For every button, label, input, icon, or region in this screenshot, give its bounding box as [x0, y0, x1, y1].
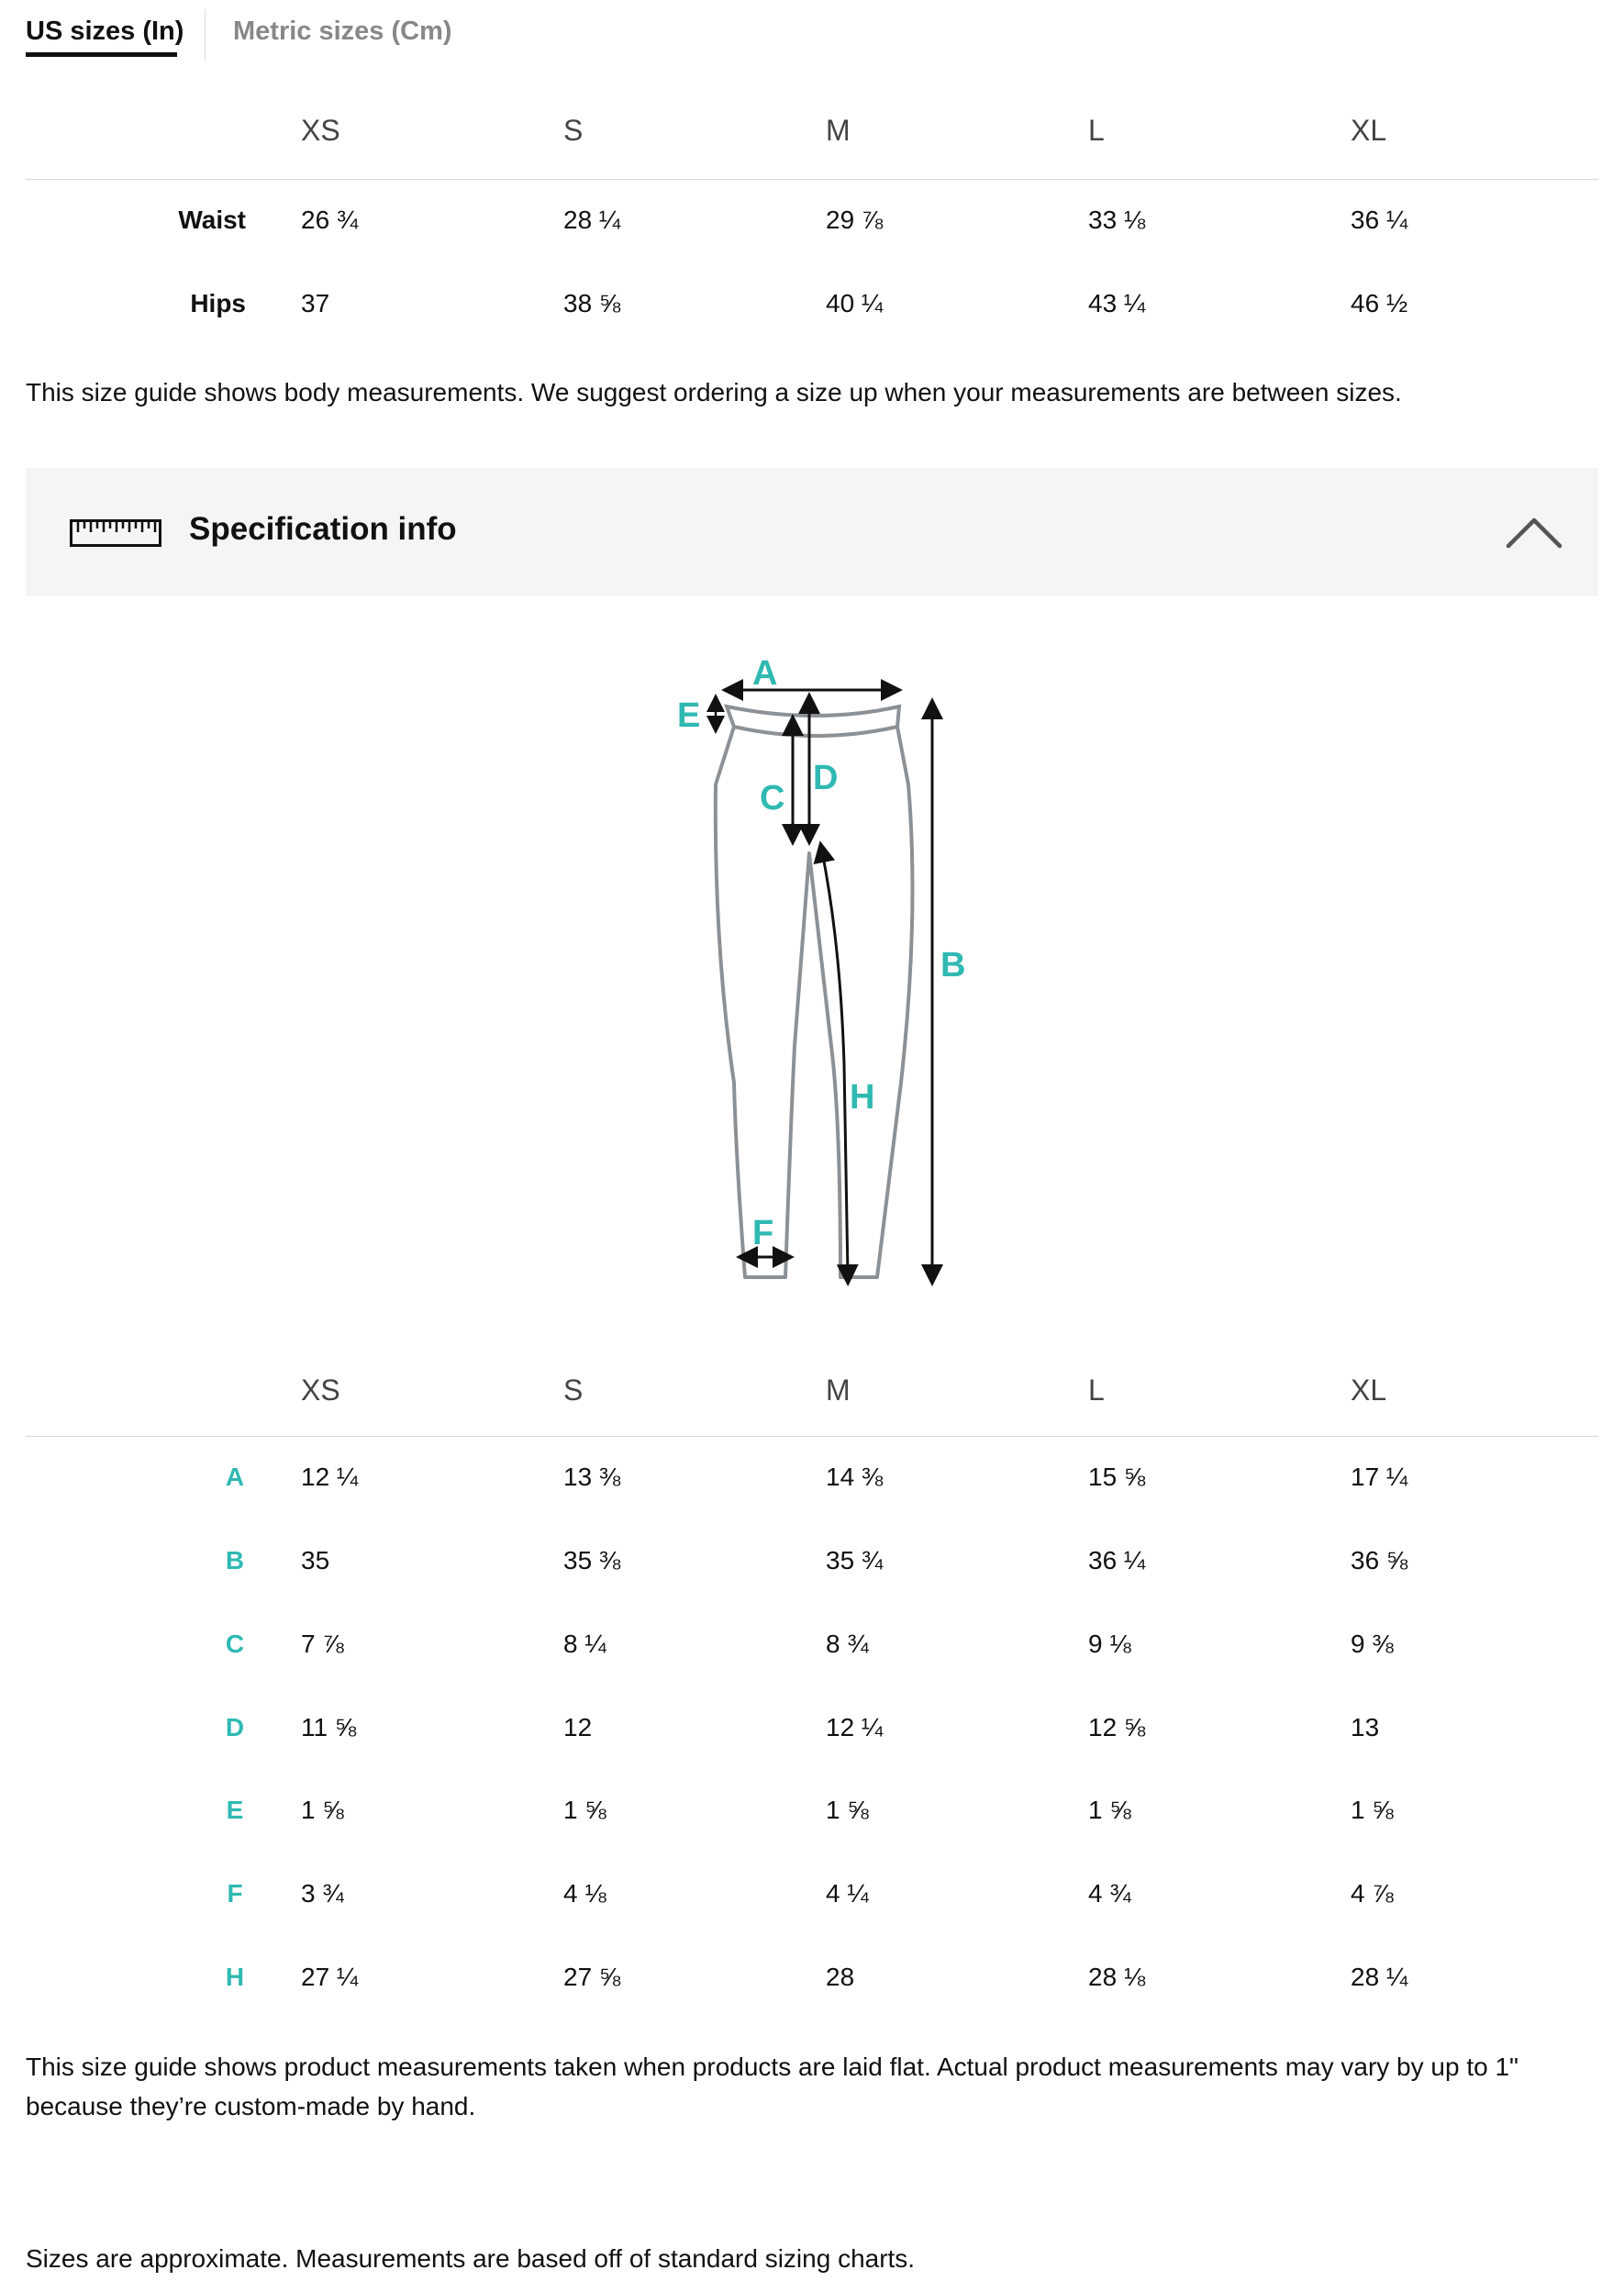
leggings-measurement-diagram	[661, 642, 1009, 1303]
diagram-label-d: D	[813, 759, 839, 797]
table-cell: 26 ¾	[301, 206, 359, 234]
table-cell: 36 ⅝	[1351, 1546, 1408, 1574]
table-cell: 33 ⅛	[1088, 206, 1146, 234]
diagram-label-a: A	[752, 654, 778, 693]
table-cell: 12 ¼	[301, 1463, 359, 1491]
table-cell: 4 ⅞	[1351, 1879, 1394, 1908]
row-label-f: F	[227, 1879, 243, 1908]
product-measurement-note-line1: This size guide shows product measurements taken when products are laid flat. Actual product measurements may vary by up to 1"	[26, 2053, 1518, 2081]
row-label-hips: Hips	[190, 289, 246, 317]
table-header-divider	[26, 1436, 1598, 1437]
table-cell: 1 ⅝	[1088, 1796, 1131, 1824]
footer-note: Sizes are approximate. Measurements are based off of standard sizing charts.	[26, 2244, 916, 2273]
table-cell: 35 ⅜	[563, 1546, 621, 1574]
row-label-a: A	[225, 1463, 245, 1491]
table-cell: 40 ¼	[826, 289, 884, 317]
table-cell: 35	[301, 1546, 330, 1574]
row-label-h: H	[225, 1963, 245, 1991]
table-cell: 35 ¾	[826, 1546, 884, 1574]
column-header-m: M	[826, 1374, 851, 1407]
table-cell: 11 ⅝	[301, 1713, 357, 1741]
active-tab-underline	[26, 52, 177, 57]
diagram-label-h: H	[850, 1078, 875, 1117]
column-header-l: L	[1088, 1374, 1105, 1407]
table-cell: 15 ⅝	[1088, 1463, 1146, 1491]
body-measurement-note: This size guide shows body measurements. We suggest ordering a size up when your measurements are between sizes.	[26, 378, 1402, 406]
table-cell: 46 ½	[1351, 289, 1408, 317]
table-cell: 1 ⅝	[826, 1796, 869, 1824]
row-label-e: E	[226, 1796, 244, 1824]
table-cell: 36 ¼	[1351, 206, 1408, 234]
diagram-label-c: C	[760, 779, 785, 818]
table-cell: 9 ⅛	[1088, 1630, 1131, 1658]
table-cell: 1 ⅝	[301, 1796, 344, 1824]
column-header-m: M	[826, 114, 851, 147]
row-label-c: C	[225, 1630, 245, 1658]
table-cell: 36 ¼	[1088, 1546, 1146, 1574]
column-header-xl: XL	[1351, 114, 1387, 147]
table-cell: 29 ⅞	[826, 206, 884, 234]
row-label-d: D	[225, 1713, 245, 1741]
table-cell: 8 ¼	[563, 1630, 606, 1658]
table-cell: 4 ¾	[1088, 1879, 1131, 1908]
diagram-label-f: F	[752, 1214, 774, 1252]
tab-metric-sizes[interactable]: Metric sizes (Cm)	[233, 17, 452, 46]
table-cell: 28	[826, 1963, 855, 1991]
table-cell: 28 ¼	[563, 206, 621, 234]
table-cell: 17 ¼	[1351, 1463, 1408, 1491]
table-cell: 12 ¼	[826, 1713, 884, 1741]
waistband-outline	[727, 707, 899, 736]
table-cell: 13 ⅜	[563, 1463, 621, 1491]
tab-us-sizes[interactable]: US sizes (In)	[26, 17, 184, 46]
column-header-l: L	[1088, 114, 1105, 147]
table-cell: 43 ¼	[1088, 289, 1146, 317]
leggings-outline	[716, 727, 913, 1277]
table-cell: 9 ⅜	[1351, 1630, 1394, 1658]
column-header-s: S	[563, 1374, 584, 1407]
diagram-label-b: B	[940, 946, 966, 985]
table-cell: 4 ⅛	[563, 1879, 606, 1908]
chevron-up-icon[interactable]	[1505, 513, 1563, 550]
specification-info-title: Specification info	[189, 511, 457, 547]
table-cell: 12	[563, 1713, 593, 1741]
table-cell: 28 ¼	[1351, 1963, 1408, 1991]
table-cell: 38 ⅝	[563, 289, 621, 317]
table-cell: 37	[301, 289, 330, 317]
diagram-label-e: E	[677, 696, 701, 735]
table-cell: 4 ¼	[826, 1879, 869, 1908]
table-cell: 1 ⅝	[563, 1796, 606, 1824]
column-header-xs: XS	[301, 114, 340, 147]
table-cell: 28 ⅛	[1088, 1963, 1146, 1991]
table-header-divider	[26, 179, 1598, 180]
table-cell: 3 ¾	[301, 1879, 344, 1908]
row-label-b: B	[225, 1546, 245, 1574]
table-cell: 27 ⅝	[563, 1963, 621, 1991]
table-cell: 14 ⅜	[826, 1463, 884, 1491]
row-label-waist: Waist	[178, 206, 246, 234]
column-header-xl: XL	[1351, 1374, 1387, 1407]
table-cell: 27 ¼	[301, 1963, 359, 1991]
tab-divider	[205, 9, 206, 62]
column-header-s: S	[563, 114, 584, 147]
product-measurement-note-line2: because they’re custom-made by hand.	[26, 2092, 476, 2120]
ruler-icon	[70, 519, 161, 547]
table-cell: 1 ⅝	[1351, 1796, 1394, 1824]
table-cell: 13	[1351, 1713, 1380, 1741]
table-cell: 8 ¾	[826, 1630, 869, 1658]
table-cell: 7 ⅞	[301, 1630, 344, 1658]
column-header-xs: XS	[301, 1374, 340, 1407]
table-cell: 12 ⅝	[1088, 1713, 1146, 1741]
